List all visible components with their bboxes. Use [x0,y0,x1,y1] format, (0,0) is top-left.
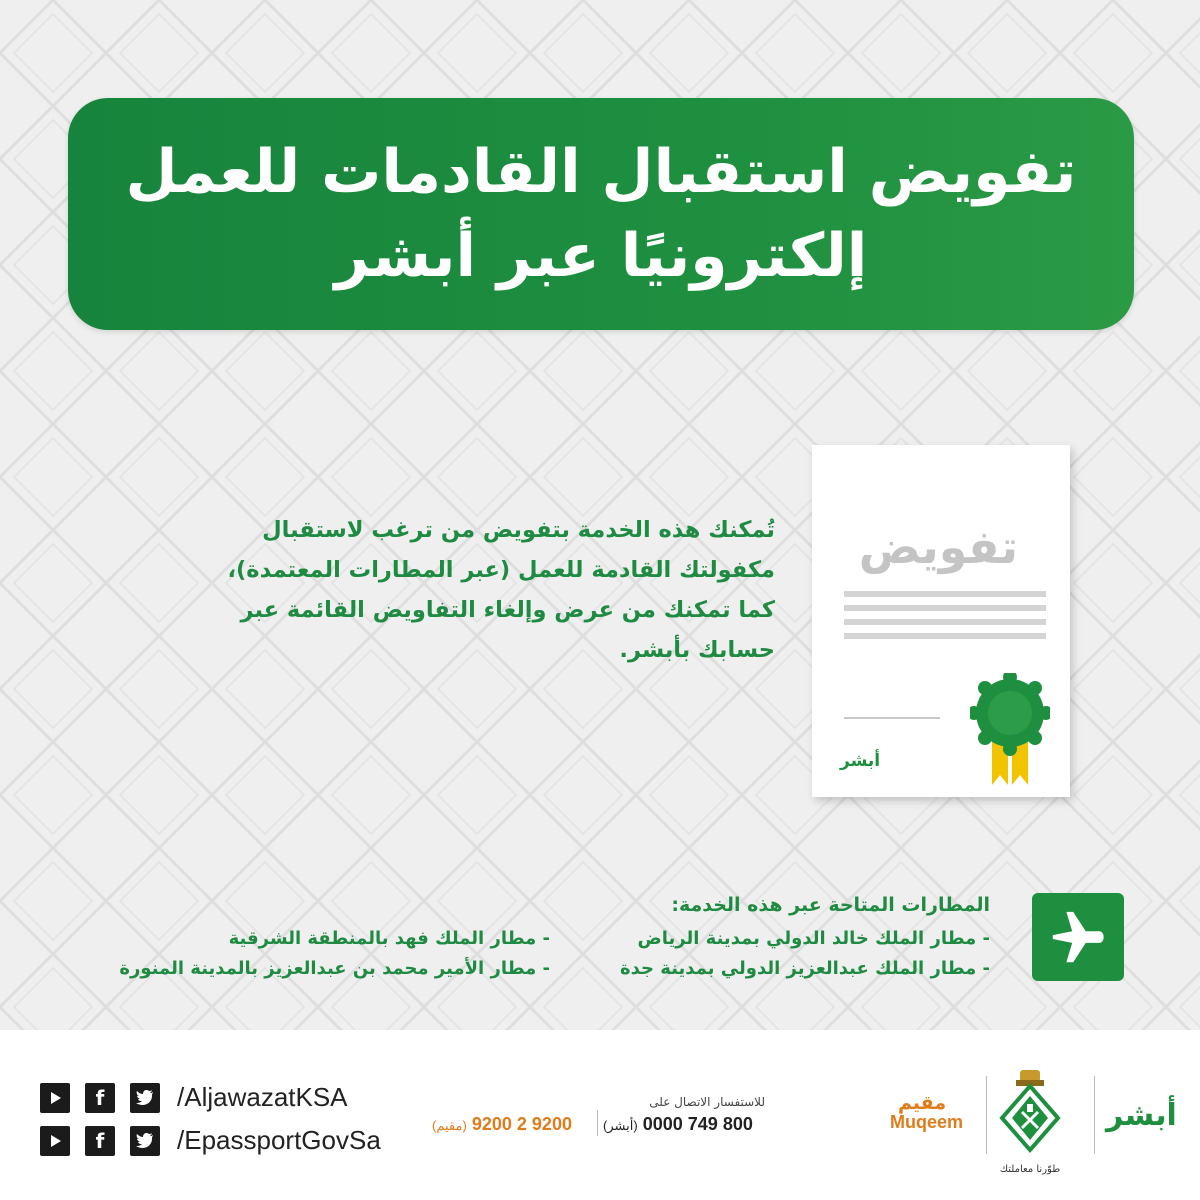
document-absher-logo: أبشر [840,751,881,771]
document-title: تفويض [858,520,1018,574]
airport-item: - مطار الملك فهد بالمنطقة الشرقية [228,928,550,949]
social-row-epassport [40,1125,381,1156]
description-line: كما تمكنك من عرض وإلغاء التفاويض القائمة عبر [240,597,775,623]
airports-title: المطارات المتاحة عبر هذه الخدمة: [671,894,990,916]
phone-absher-label: (أبشر) [603,1118,638,1133]
muqeem-logo-english: Muqeem [890,1112,964,1132]
description-line: حسابك بأبشر. [619,637,775,663]
document-illustration [812,445,1070,797]
youtube-icon[interactable] [40,1083,70,1113]
contact-label: للاستفسار الاتصال على [649,1095,765,1109]
signature-line [844,717,940,719]
document-text-line [844,591,1046,597]
divider [597,1110,598,1136]
muqeem-logo-arabic: مقيم [898,1092,947,1114]
twitter-icon[interactable] [130,1083,160,1113]
description-line: تُمكنك هذه الخدمة بتفويض من ترغب لاستقبال [262,517,775,543]
facebook-icon[interactable]: f [85,1126,115,1156]
phone-muqeem-label: (مقيم) [432,1118,467,1133]
title-line-1: تفويض استقبال القادمات للعمل [125,137,1077,207]
absher-logo: أبشر [1106,1098,1177,1133]
phone-absher[interactable] [603,1114,753,1135]
youtube-icon[interactable] [40,1126,70,1156]
social-handle[interactable]: /AljawazatKSA [177,1082,348,1112]
airport-item: - مطار الملك خالد الدولي بمدينة الرياض [637,928,990,949]
description-line: مكفولتك القادمة للعمل (عبر المطارات المعتمدة)، [227,557,775,583]
document-text-line [844,605,1046,611]
phone-muqeem-number: 9200 2 9200 [471,1114,572,1134]
service-description [227,510,775,670]
document-text-line [844,633,1046,639]
airplane-icon [1047,906,1109,968]
emblem-caption: طوّرنا معاملتك [999,1164,1061,1175]
document-text-line [844,619,1046,625]
jawazat-emblem-icon [998,1066,1062,1162]
social-handle[interactable]: /EpassportGovSa [177,1125,381,1155]
twitter-icon[interactable] [130,1126,160,1156]
phone-muqeem[interactable] [432,1114,572,1135]
title-banner [68,98,1134,330]
facebook-icon[interactable]: f [85,1083,115,1113]
airport-item: - مطار الأمير محمد بن عبدالعزيز بالمدينة المنورة [119,958,550,979]
divider [1094,1076,1095,1154]
social-row-aljawazat [40,1082,348,1113]
divider [986,1076,987,1154]
phone-absher-number: 800 749 0000 [642,1114,753,1134]
title-line-2: إلكترونيًا عبر أبشر [334,221,868,291]
airport-icon-box [1032,893,1124,981]
airport-item: - مطار الملك عبدالعزيز الدولي بمدينة جدة [620,958,990,979]
seal-icon [970,673,1050,785]
